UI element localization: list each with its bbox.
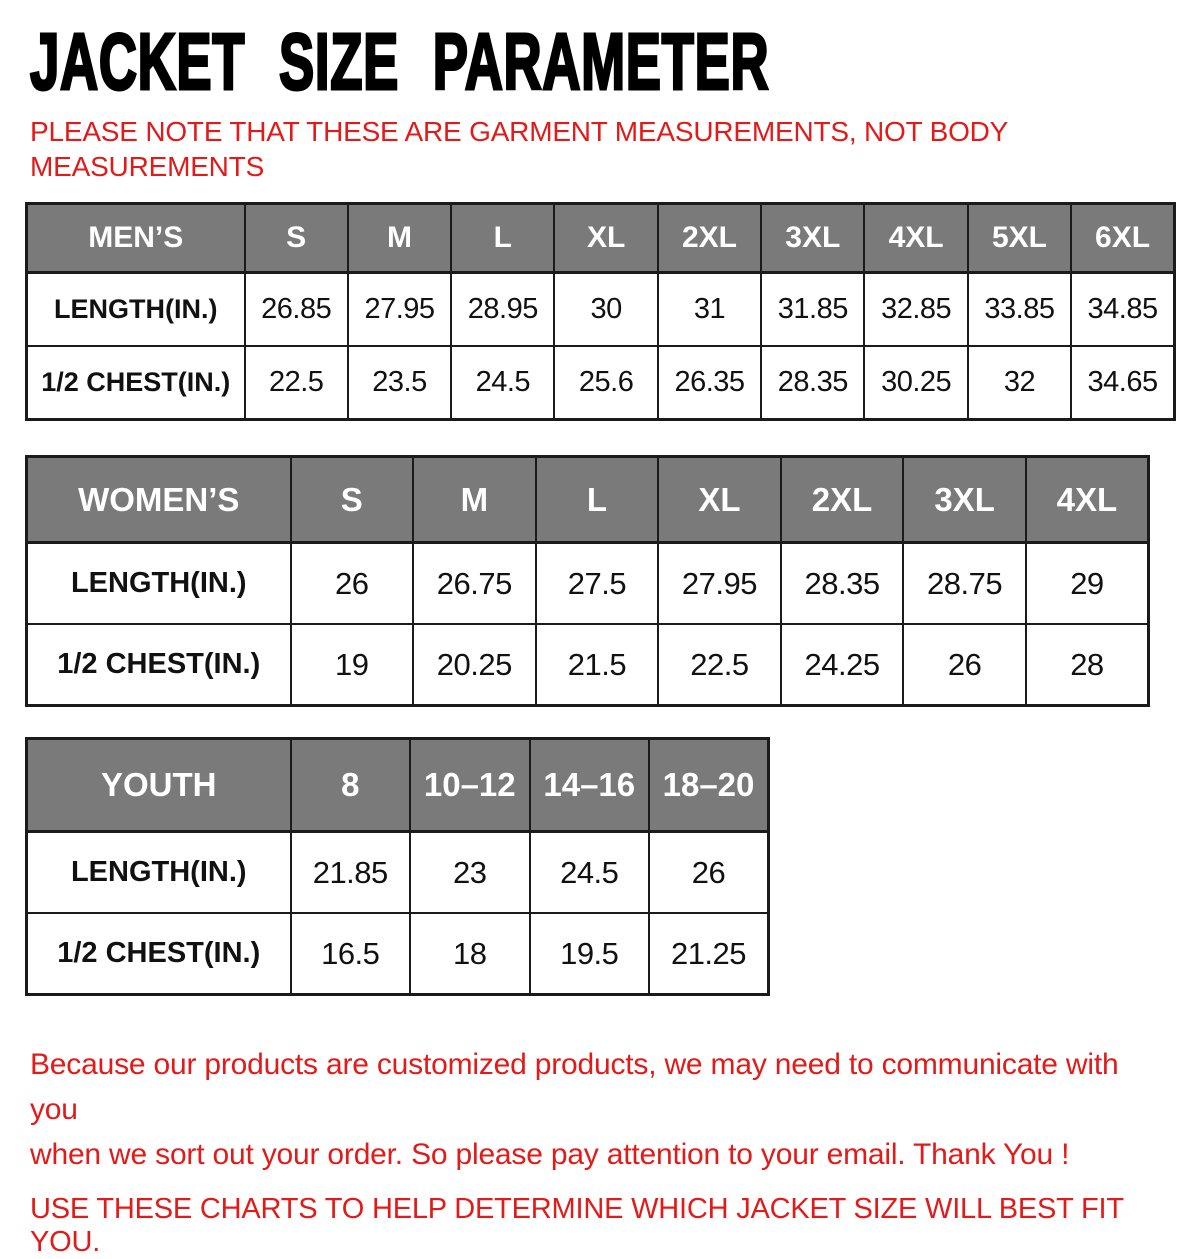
womens-chest-value: 26 [903,624,1026,706]
size-chart-page [0,17,1200,1258]
youth-chest-label: 1/2 CHEST(IN.) [27,913,291,995]
mens-size-header-5xl: 5XL [968,204,1071,273]
mens-size-header-l: L [451,204,554,273]
mens-size-header-xl: XL [554,204,657,273]
womens-size-header-l: L [536,457,659,543]
mens-length-value: 34.85 [1071,273,1174,347]
youth-size-header-8: 8 [291,739,411,832]
womens-size-header-2xl: 2XL [781,457,904,543]
youth-chest-value: 16.5 [291,913,411,995]
mens-size-header-2xl: 2XL [658,204,761,273]
womens-size-header-s: S [291,457,414,543]
womens-chest-label: 1/2 CHEST(IN.) [27,624,291,706]
womens-length-value: 28.35 [781,543,904,625]
womens-chest-value: 20.25 [413,624,536,706]
mens-header-row [27,204,1175,273]
mens-length-value: 31.85 [761,273,864,347]
womens-length-label: LENGTH(IN.) [27,543,291,625]
mens-chest-value: 26.35 [658,346,761,420]
mens-length-label: LENGTH(IN.) [27,273,245,347]
mens-length-value: 33.85 [968,273,1071,347]
mens-length-value: 32.85 [864,273,967,347]
mens-size-header-6xl: 6XL [1071,204,1174,273]
youth-chest-value: 19.5 [530,913,650,995]
womens-chest-value: 24.25 [781,624,904,706]
mens-chest-label: 1/2 CHEST(IN.) [27,346,245,420]
note-line-2: MEASUREMENTS [30,151,265,182]
customization-notice-line-2: when we sort out your order. So please pay attention to your email. Thank You ! [30,1138,1070,1171]
note-line-1: PLEASE NOTE THAT THESE ARE GARMENT MEASUREMENTS, NOT BODY [30,116,1009,147]
chart-usage-instruction: USE THESE CHARTS TO HELP DETERMINE WHICH JACKET SIZE WILL BEST FIT YOU. [30,1193,1124,1258]
mens-length-value: 26.85 [245,273,348,347]
mens-chest-value: 30.25 [864,346,967,420]
mens-length-value: 30 [554,273,657,347]
mens-table-title: MEN’S [27,204,245,273]
womens-length-value: 26.75 [413,543,536,625]
mens-size-header-3xl: 3XL [761,204,864,273]
womens-size-header-3xl: 3XL [903,457,1026,543]
youth-size-header-14-16: 14–16 [530,739,650,832]
mens-size-table [25,202,1176,421]
youth-chest-row [27,913,769,995]
mens-chest-value: 25.6 [554,346,657,420]
youth-length-value: 21.85 [291,832,411,914]
customization-notice-line-1: Because our products are customized products, we may need to communicate with you [30,1048,1119,1126]
womens-length-row [27,543,1149,625]
womens-length-value: 28.75 [903,543,1026,625]
womens-size-header-xl: XL [658,457,781,543]
youth-size-header-10-12: 10–12 [410,739,530,832]
youth-length-value: 26 [649,832,769,914]
mens-chest-value: 34.65 [1071,346,1174,420]
mens-size-header-4xl: 4XL [864,204,967,273]
youth-length-value: 24.5 [530,832,650,914]
womens-table-title: WOMEN’S [27,457,291,543]
womens-chest-value: 22.5 [658,624,781,706]
youth-size-table [25,737,770,996]
mens-length-row [27,273,1175,347]
womens-length-value: 27.5 [536,543,659,625]
mens-chest-value: 28.35 [761,346,864,420]
womens-chest-value: 28 [1026,624,1149,706]
youth-length-value: 23 [410,832,530,914]
womens-length-value: 26 [291,543,414,625]
page-title: JACKET SIZE PARAMETER [30,17,770,106]
mens-length-value: 27.95 [348,273,451,347]
youth-length-label: LENGTH(IN.) [27,832,291,914]
youth-size-header-18-20: 18–20 [649,739,769,832]
womens-size-table [25,455,1150,707]
youth-table-title: YOUTH [27,739,291,832]
womens-size-header-m: M [413,457,536,543]
womens-size-header-4xl: 4XL [1026,457,1149,543]
womens-length-value: 27.95 [658,543,781,625]
mens-length-value: 31 [658,273,761,347]
mens-chest-value: 24.5 [451,346,554,420]
youth-length-row [27,832,769,914]
mens-length-value: 28.95 [451,273,554,347]
mens-chest-value: 22.5 [245,346,348,420]
mens-size-header-s: S [245,204,348,273]
womens-chest-value: 21.5 [536,624,659,706]
womens-chest-row [27,624,1149,706]
womens-length-value: 29 [1026,543,1149,625]
mens-chest-row [27,346,1175,420]
womens-header-row [27,457,1149,543]
mens-size-header-m: M [348,204,451,273]
garment-measurement-note [30,114,1200,184]
youth-chest-value: 18 [410,913,530,995]
mens-chest-value: 23.5 [348,346,451,420]
mens-chest-value: 32 [968,346,1071,420]
youth-header-row [27,739,769,832]
womens-chest-value: 19 [291,624,414,706]
customization-notice [30,1042,1150,1177]
youth-chest-value: 21.25 [649,913,769,995]
